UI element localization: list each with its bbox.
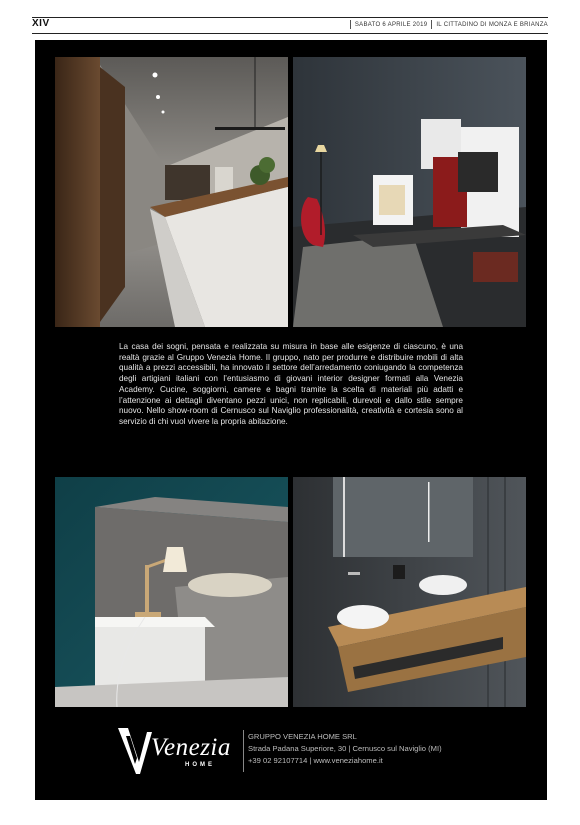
publication-name: IL CITTADINO DI MONZA E BRIANZA (436, 22, 548, 29)
header-separator (350, 20, 351, 29)
company-name: GRUPPO VENEZIA HOME SRL (248, 732, 357, 741)
header-info (346, 20, 548, 29)
company-address: Strada Padana Superiore, 30 | Cernusco sul Naviglio (MI) (248, 744, 442, 753)
bathroom-photo (293, 477, 526, 707)
page-header (32, 16, 548, 36)
kitchen-photo (55, 57, 288, 327)
living-room-photo (293, 57, 526, 327)
header-top-rule (32, 17, 548, 18)
logo-subline: HOME (185, 762, 215, 768)
header-separator (431, 20, 432, 29)
page-number: XIV (32, 18, 50, 29)
contact-block (248, 731, 442, 767)
logo-wordmark: Venezia (151, 734, 231, 761)
venezia-home-logo (115, 722, 240, 778)
advertiser-footer (115, 722, 475, 782)
v-emblem-icon (115, 722, 155, 778)
advertisement (35, 40, 547, 800)
header-bottom-rule (32, 33, 548, 34)
phone-website: +39 02 92107714 | www.veneziahome.it (248, 756, 383, 765)
footer-divider (243, 730, 244, 772)
bedroom-photo (55, 477, 288, 707)
advertorial-text: La casa dei sogni, pensata e realizzata su misura in base alle esigenze di ciascuno, è una realtà grazie al Gruppo Venezia Home. Il gruppo, nato per produrre e distribuire mobili di alta qualità a prezzi accessibili, ha innovato il settore dell’arredamento coniugando la competenza degli artigiani italiani con l’entusiasmo di giovani interior designer formati alla Venezia Academy. Cucine, soggiorni, camere e bagni tramite la scelta di materiali più adatti e l’attenzione ai dettagli diventano pezzi unici, non replicabili, durevoli e dallo stile sempre nuovo. Nello show-room di Cernusco sul Naviglio professionalità, creatività e cortesia sono al servizio di chi vuol vivere la propria abitazione. (119, 342, 463, 426)
issue-date: SABATO 6 APRILE 2019 (354, 22, 428, 29)
